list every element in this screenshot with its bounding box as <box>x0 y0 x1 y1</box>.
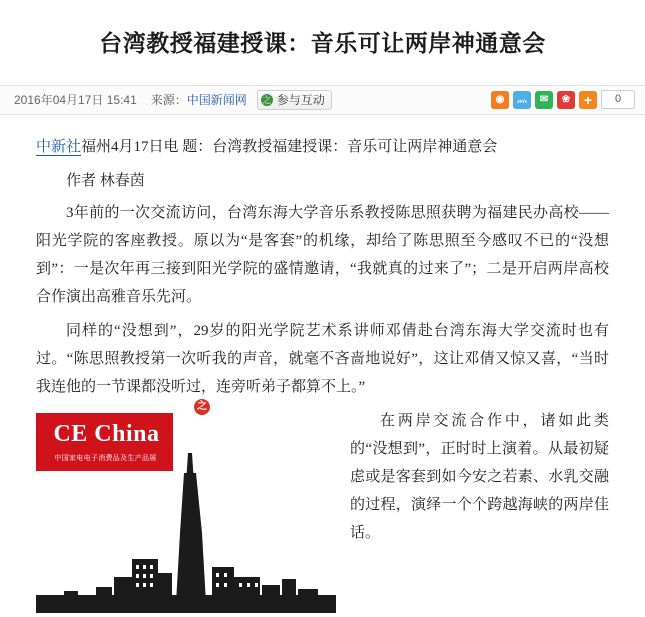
wechat-icon[interactable]: ✉ <box>535 91 553 109</box>
article-lead <box>36 133 609 161</box>
ad-close-badge-icon[interactable]: 之 <box>194 399 210 415</box>
source-prefix: 来源： <box>150 93 187 108</box>
ad-and-text-row <box>36 400 609 617</box>
share-count-badge: 0 <box>601 90 635 109</box>
more-share-icon[interactable]: + <box>579 91 597 109</box>
article-body <box>0 115 645 617</box>
ad-logo-title: CE China <box>53 420 160 447</box>
renren-icon[interactable]: ❀ <box>557 91 575 109</box>
sina-weibo-icon[interactable]: ◉ <box>491 91 509 109</box>
share-toolbar <box>491 90 635 109</box>
article-byline: 作者 林春茵 <box>66 172 145 189</box>
source-label <box>151 91 247 108</box>
ad-logo-subtitle: 中国家电电子消费品及生产品展 <box>54 454 157 462</box>
publish-datetime: 2016年04月17日 15:41 <box>14 93 137 108</box>
paragraph-2: 同样的“没想到”，29岁的阳光学院艺术系讲师邓倩赴台湾东海大学交流时也有过。“陈思照教授第一次听我的声音，就毫不吝啬地说好”，这让邓倩又惊又喜，“当时我连他的一节课都没听过，连旁听弟子都算不上。” <box>36 322 609 395</box>
tencent-weibo-icon[interactable]: 灬 <box>513 91 531 109</box>
advertisement-banner[interactable] <box>36 400 336 613</box>
source-link[interactable]: 中国新闻网 <box>186 93 247 108</box>
participate-interact-button[interactable] <box>257 90 332 110</box>
article-meta-bar <box>0 85 645 115</box>
ad-inner <box>36 400 336 613</box>
ad-skyline-illustration <box>36 473 336 613</box>
paragraph-1: 3年前的一次交流访问，台湾东海大学音乐系教授陈思照获聘为福建民办高校——阳光学院的客座教授。原以为“是客套”的机缘，却给了陈思照至今感叹不已的“没想到”：一是次年再三接到阳光学院的盛情邀请，“我就真的过来了”；二是开启两岸高校合作演出高雅音乐先河。 <box>36 204 609 305</box>
paragraph-3: 在两岸交流合作中，诸如此类的“没想到”，正时时上演着。从最初疑虑或是客套到如今安之若素、水乳交融的过程，演绎一个个跨越海峡的两岸佳话。 <box>350 412 609 541</box>
page-title: 台湾教授福建授课：音乐可让两岸神通意会 <box>99 31 546 57</box>
news-agency-link[interactable]: 中新社 <box>36 138 82 155</box>
title-container <box>0 0 645 85</box>
interact-label: 参与互动 <box>276 92 325 107</box>
lead-text: 福州4月17日电 题：台湾教授福建授课：音乐可让两岸神通意会 <box>81 138 498 155</box>
interact-icon: 之 <box>262 94 272 105</box>
